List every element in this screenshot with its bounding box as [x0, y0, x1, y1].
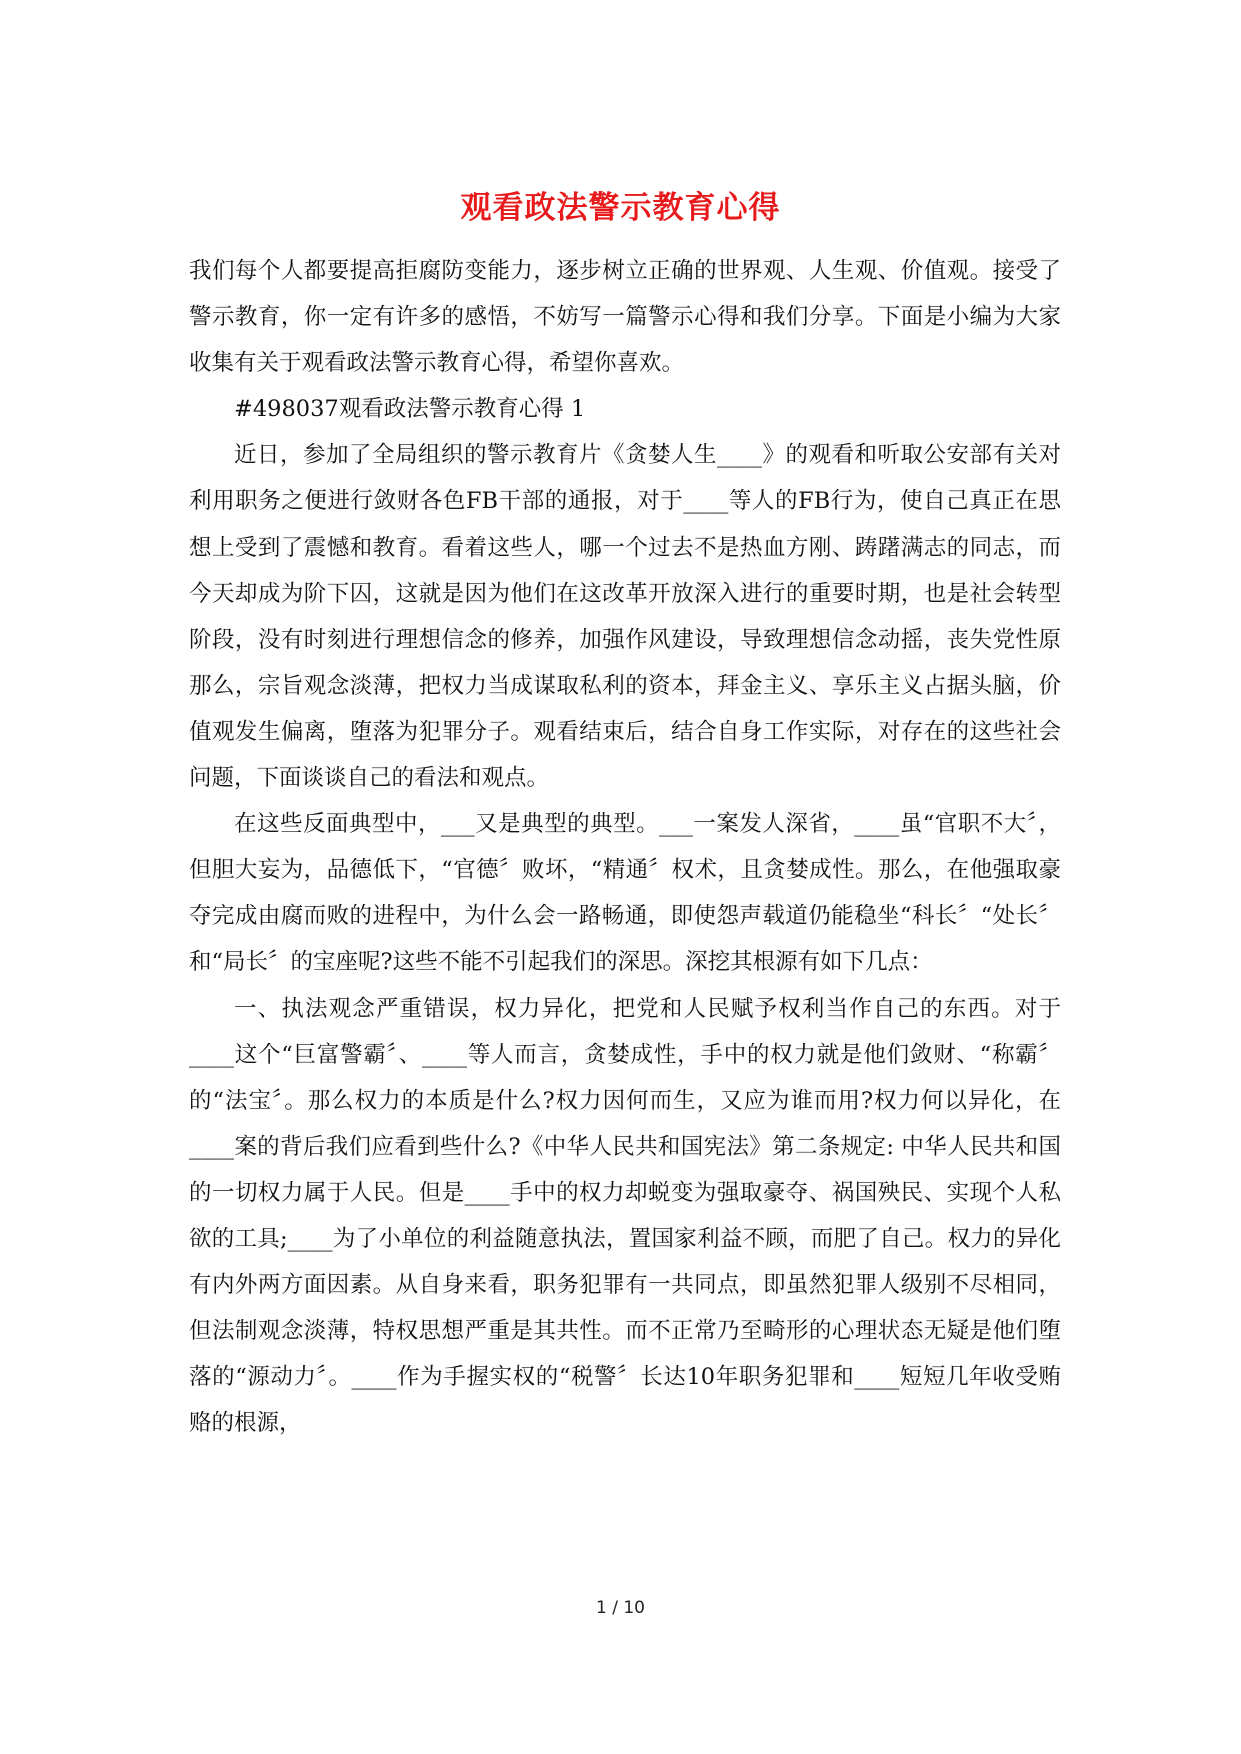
document-body [189, 248, 1061, 1446]
intro-paragraph: 我们每个人都要提高拒腐防变能力，逐步树立正确的世界观、人生观、价值观。接受了警示教育，你一定有许多的感悟，不妨写一篇警示心得和我们分享。下面是小编为大家收集有关于观看政法警示教育心得，希望你喜欢。 [189, 258, 1061, 377]
document-title: 观看政法警示教育心得 [460, 190, 781, 226]
body-paragraph-2: 在这些反面典型中，___又是典型的典型。___一案发人深省，____虽“官职不大〞，但胆大妄为，品德低下，“官德〞败坏，“精通〞权术，且贪婪成性。那么，在他强取豪夺完成由腐而败的进程中，为什么会一路畅通，即使怨声载道仍能稳坐“科长〞“处长〞和“局长〞的宝座呢?这些不能不引起我们的深思。深挖其根源有如下几点： [189, 811, 1061, 976]
section-heading: #498037观看政法警示教育心得 1 [234, 396, 586, 423]
body-paragraph-3: 一、执法观念严重错误，权力异化，把党和人民赋予权利当作自己的东西。对于____这个“巨富警霸〞、____等人而言，贪婪成性，手中的权力就是他们敛财、“称霸〞的“法宝〞。那么权力的本质是什么?权力因何而生，又应为谁而用?权力何以异化，在____案的背后我们应看到些什么?《中华人民共和国宪法》第二条规定: 中华人民共和国的一切权力属于人民。但是____手中的权力却蜕变为强取豪夺、祸国殃民、实现个人私欲的工具;____为了小单位的利益随意执法，置国家利益不顾，而肥了自己。权力的异化有内外两方面因素。从自身来看，职务犯罪有一共同点，即虽然犯罪人级别不尽相同，但法制观念淡薄，特权思想严重是其共性。而不正常乃至畸形的心理状态无疑是他们堕落的“源动力〞。____作为手握实权的“税警〞长达10年职务犯罪和____短短几年收受贿赂的根源， [189, 995, 1061, 1437]
body-paragraph-1: 近日，参加了全局组织的警示教育片《贪婪人生____》的观看和听取公安部有关对利用职务之便进行敛财各色FB干部的通报，对于____等人的FB行为，使自己真正在思想上受到了震憾和教育。看着这些人，哪一个过去不是热血方刚、踌躇满志的同志，而今天却成为阶下囚，这就是因为他们在这改革开放深入进行的重要时期，也是社会转型阶段，没有时刻进行理想信念的修养，加强作风建设，导致理想信念动摇，丧失党性原那么，宗旨观念淡薄，把权力当成谋取私利的资本，拜金主义、享乐主义占据头脑，价值观发生偏离，堕落为犯罪分子。观看结束后，结合自身工作实际，对存在的这些社会问题，下面谈谈自己的看法和观点。 [189, 442, 1061, 792]
page-number: 1 / 10 [596, 1598, 645, 1618]
